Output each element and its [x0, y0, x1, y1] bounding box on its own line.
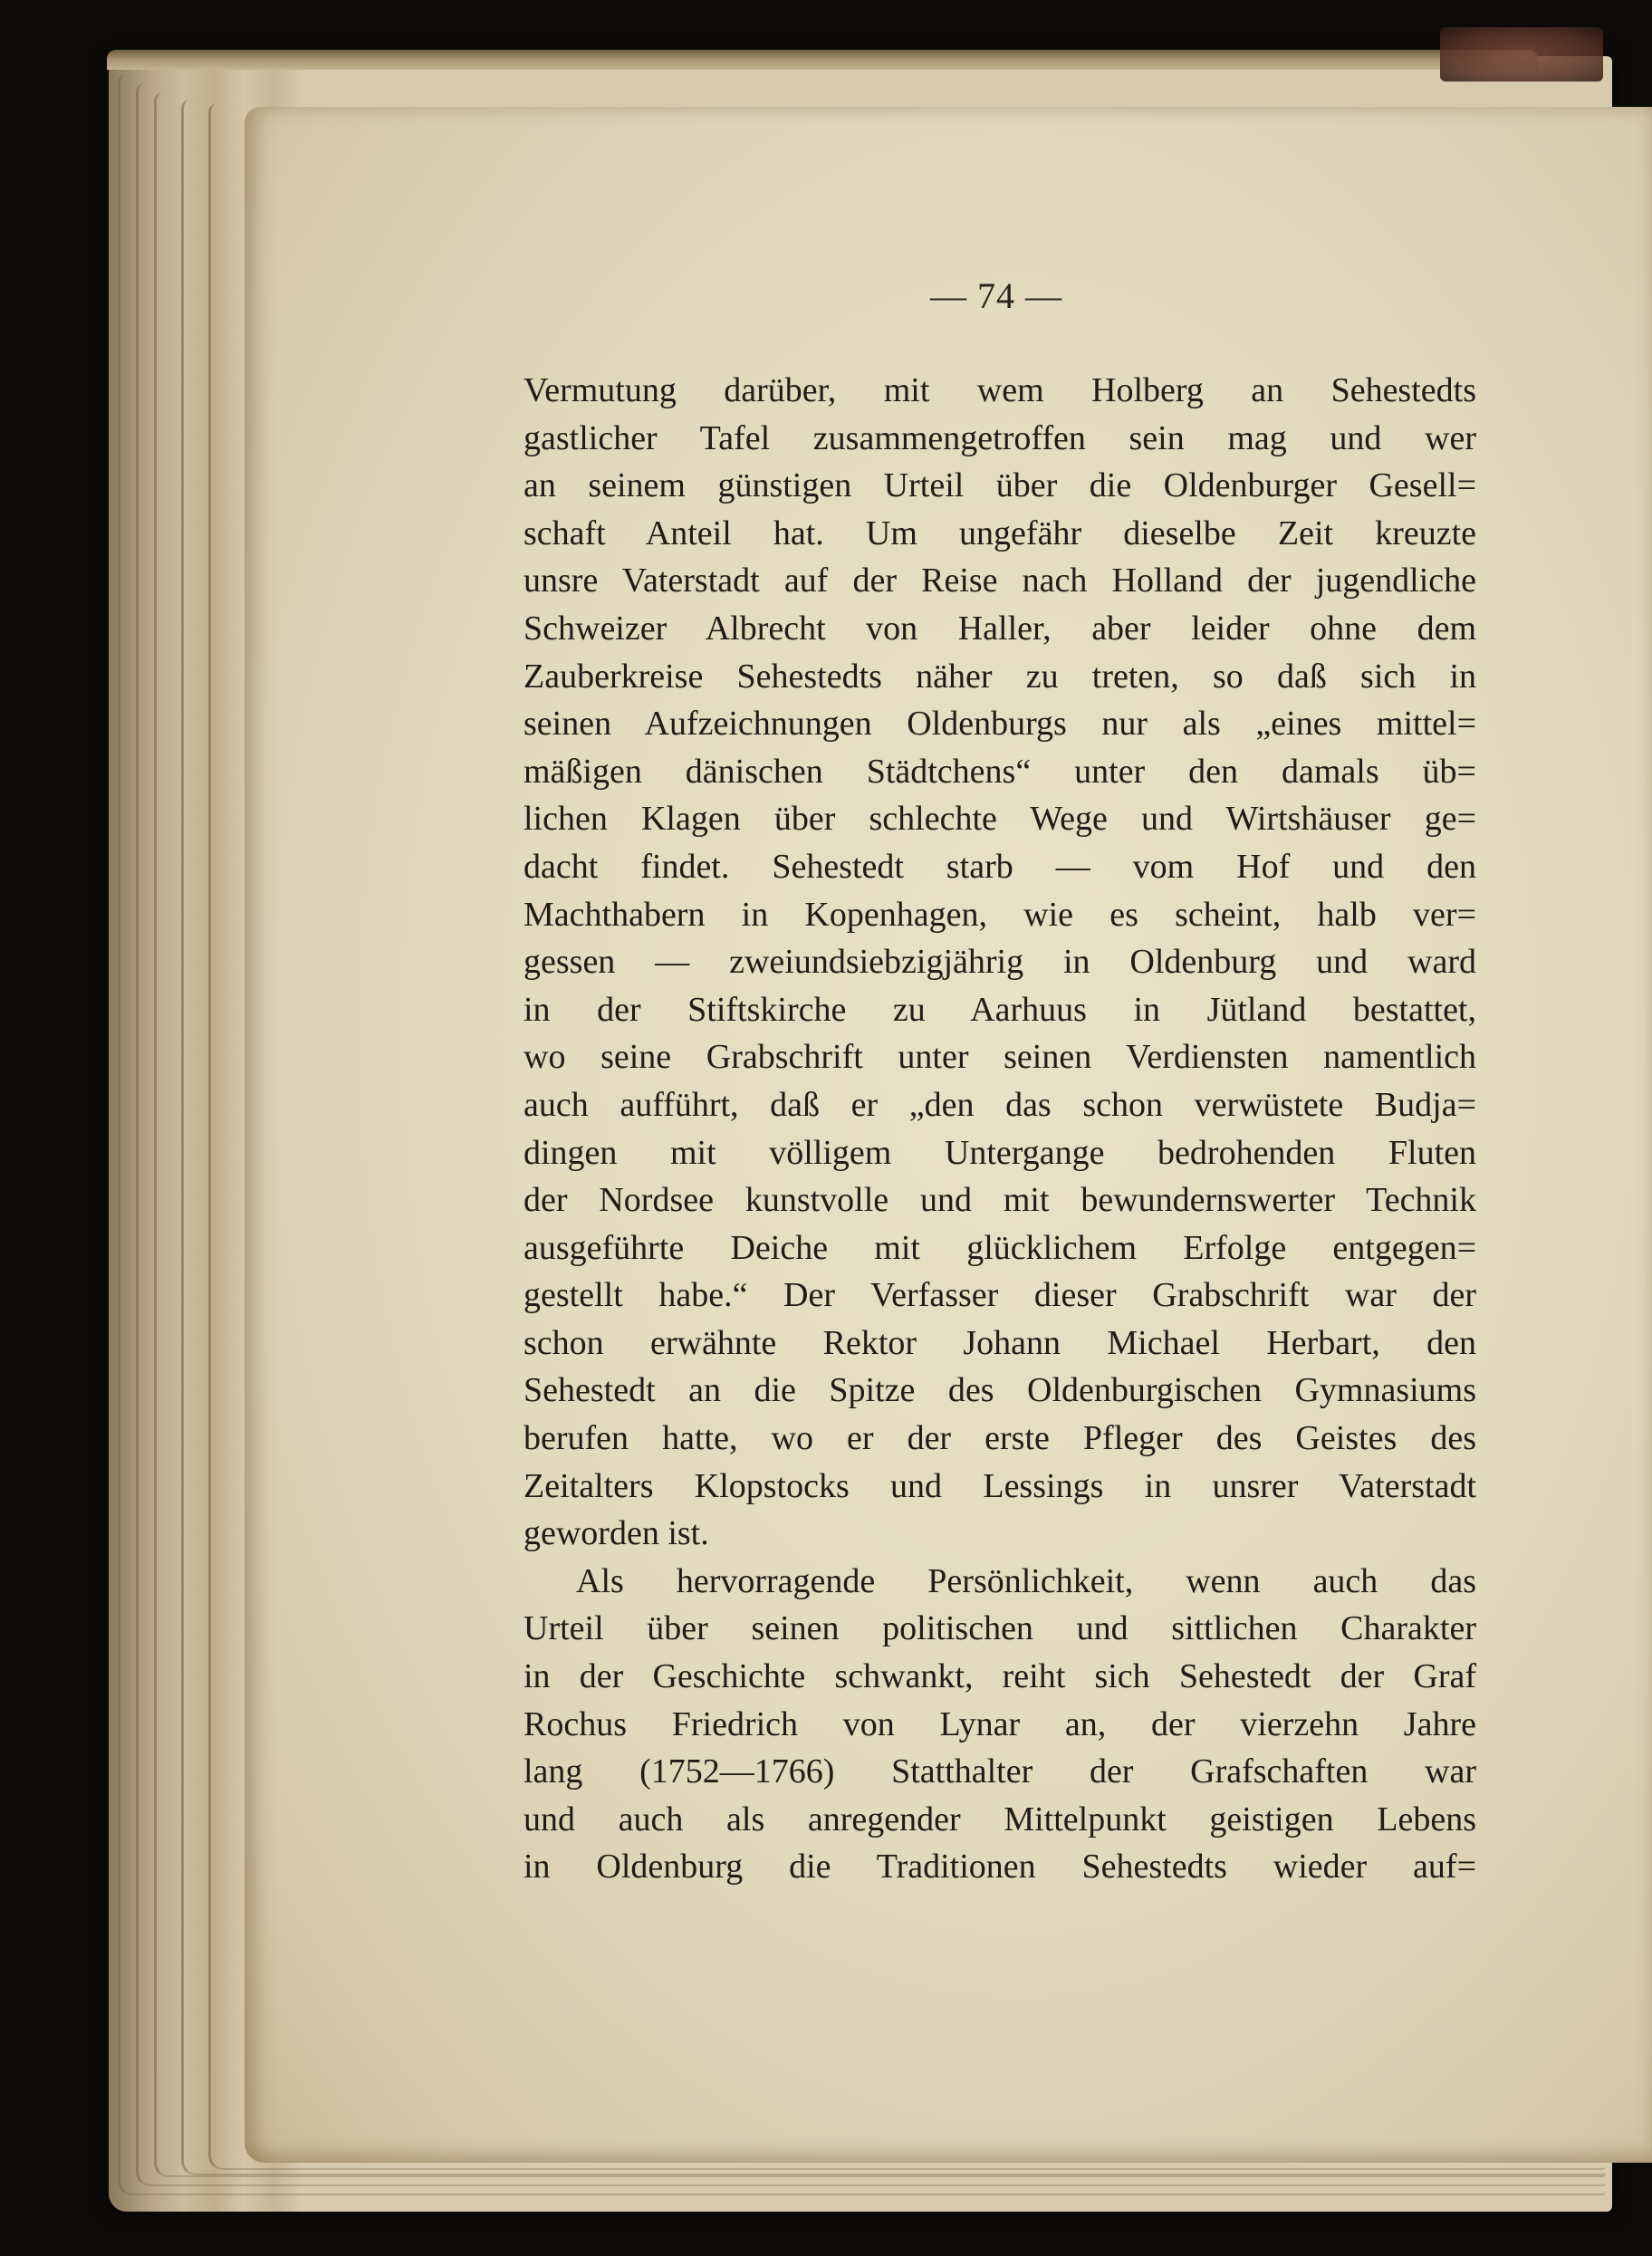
- cloth-binding: [1440, 27, 1603, 82]
- paragraph-last-line: geworden ist.: [523, 1514, 709, 1553]
- text-line: der Nordsee kunstvolle und mit bewundernswerter Technik: [523, 1181, 1476, 1220]
- text-line: Machthabern in Kopenhagen, wie es scheint, halb ver=: [523, 895, 1476, 934]
- text-line: seinen Aufzeichnungen Oldenburgs nur als „eines mittel=: [523, 705, 1476, 744]
- text-line: in der Geschichte schwankt, reiht sich Sehestedt der Graf: [523, 1657, 1476, 1696]
- text-line: Sehestedt an die Spitze des Oldenburgischen Gymnasiums: [523, 1371, 1476, 1410]
- text-line: Schweizer Albrecht von Haller, aber leider ohne dem: [523, 609, 1476, 648]
- text-line: gestellt habe.“ Der Verfasser dieser Grabschrift war der: [523, 1276, 1476, 1315]
- text-line: unsre Vaterstadt auf der Reise nach Holland der jugendliche: [523, 562, 1476, 600]
- text-line: Zauberkreise Sehestedts näher zu treten, so daß sich in: [523, 657, 1476, 696]
- text-line: Rochus Friedrich von Lynar an, der vierzehn Jahre: [523, 1704, 1476, 1743]
- text-line: Zeitalters Klopstocks und Lessings in unsrer Vaterstadt: [523, 1466, 1476, 1505]
- text-line: schon erwähnte Rektor Johann Michael Herbart, den: [523, 1323, 1476, 1362]
- text-line: auch aufführt, daß er „den das schon verwüstete Budja=: [523, 1085, 1476, 1124]
- text-line: dacht findet. Sehestedt starb — vom Hof und den: [523, 847, 1476, 886]
- paragraph-first-line: Als hervorragende Persönlichkeit, wenn auch das: [576, 1561, 1476, 1600]
- text-line: ausgeführte Deiche mit glücklichem Erfolge entgegen=: [523, 1228, 1476, 1267]
- text-line: berufen hatte, wo er der erste Pfleger des Geistes des: [523, 1419, 1476, 1458]
- text-line: Urteil über seinen politischen und sittlichen Charakter: [523, 1609, 1476, 1648]
- text-line: lichen Klagen über schlechte Wege und Wirtshäuser ge=: [523, 800, 1476, 839]
- book-top-edge: [107, 50, 1538, 70]
- text-line: Vermutung darüber, mit wem Holberg an Sehestedts: [523, 371, 1476, 409]
- text-line: in der Stiftskirche zu Aarhuus in Jütland bestattet,: [523, 990, 1476, 1029]
- text-line: lang (1752—1766) Statthalter der Grafschaften war: [523, 1752, 1476, 1791]
- text-line: gastlicher Tafel zusammengetroffen sein mag und wer: [523, 418, 1476, 457]
- text-line: mäßigen dänischen Städtchens“ unter den damals üb=: [523, 752, 1476, 791]
- text-line: wo seine Grabschrift unter seinen Verdiensten namentlich: [523, 1038, 1476, 1077]
- text-line: und auch als anregender Mittelpunkt geistigen Lebens: [523, 1800, 1476, 1838]
- text-line: in Oldenburg die Traditionen Sehestedts wieder auf=: [523, 1848, 1476, 1886]
- body-text: [523, 367, 1476, 1891]
- text-line: dingen mit völligem Untergange bedrohenden Fluten: [523, 1133, 1476, 1172]
- text-line: gessen — zweiundsiebzigjährig in Oldenburg und ward: [523, 943, 1476, 982]
- page-number: — 74 —: [930, 275, 1062, 316]
- text-line: an seinem günstigen Urteil über die Oldenburger Gesell=: [523, 466, 1476, 505]
- text-line: schaft Anteil hat. Um ungefähr dieselbe Zeit kreuzte: [523, 514, 1476, 552]
